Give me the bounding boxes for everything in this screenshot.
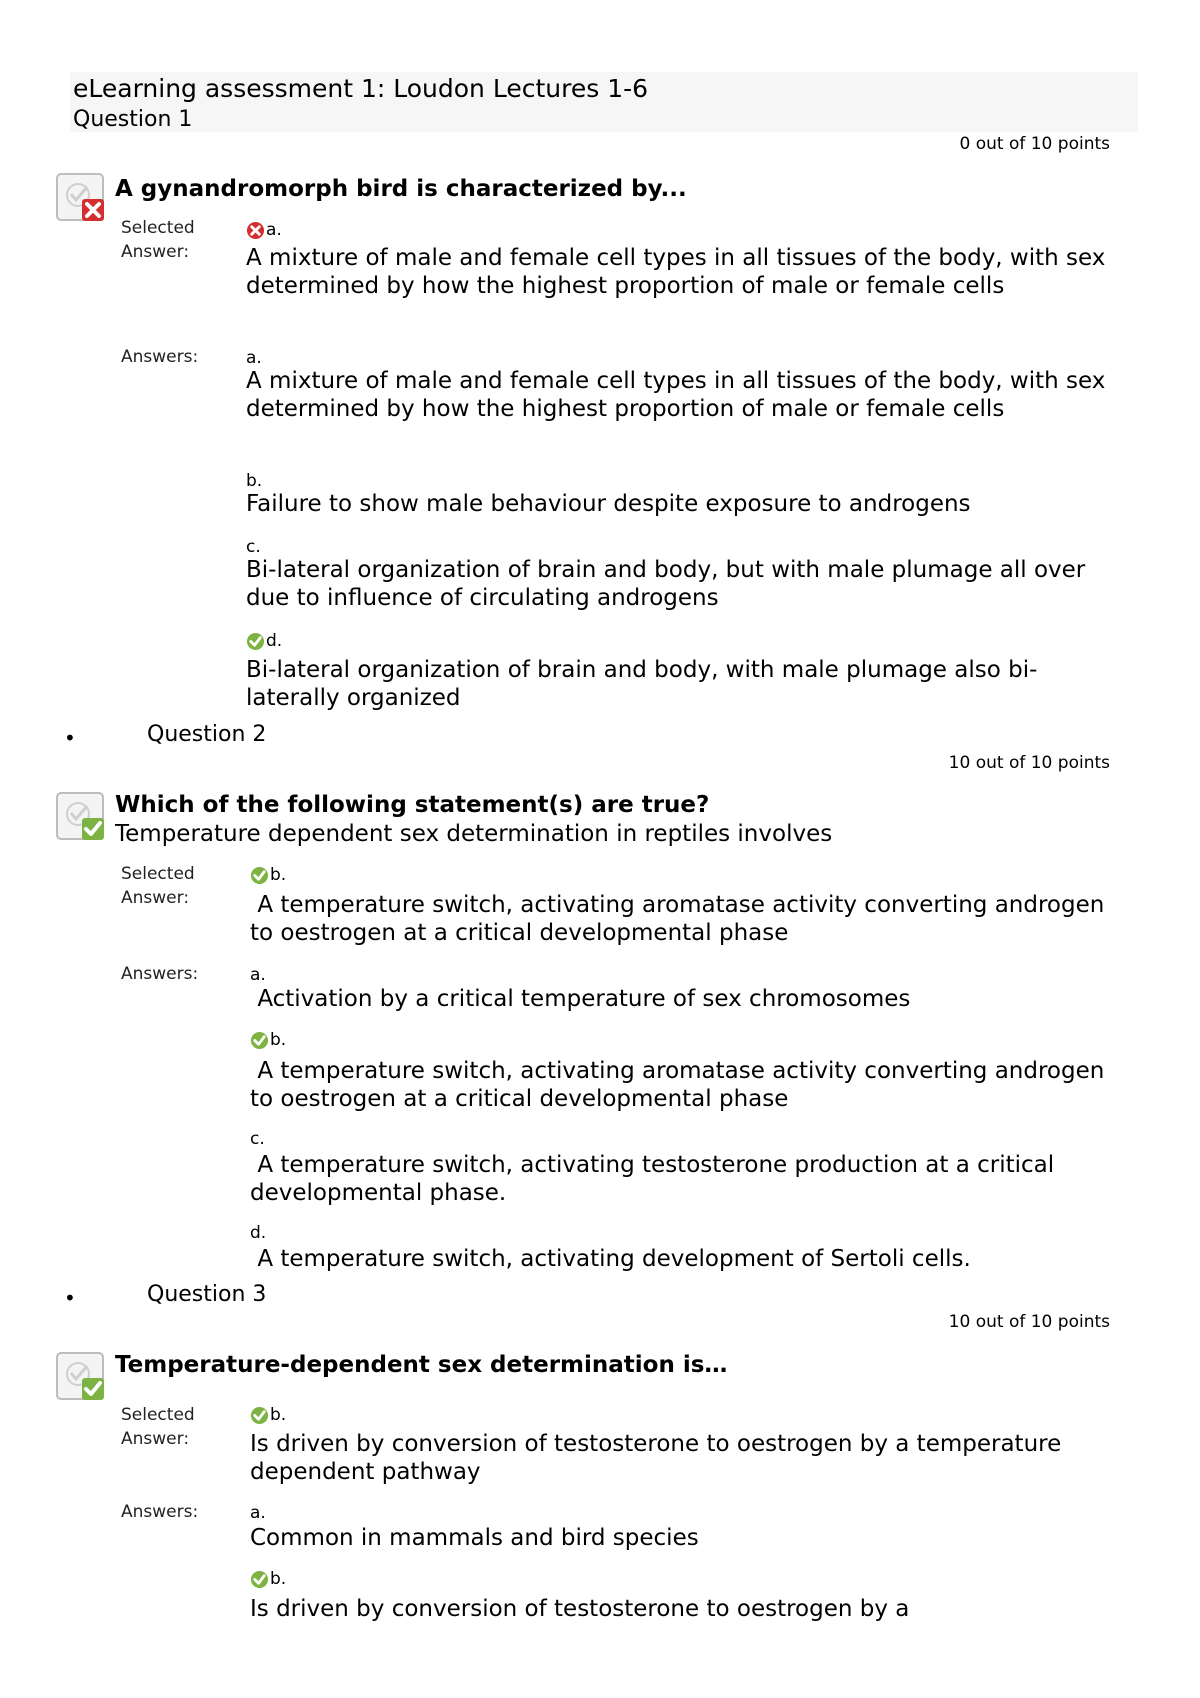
question-1-prompt: A gynandromorph bird is characterized by... [115,176,687,202]
q3-option-a-letter: a. [250,1503,266,1523]
q2-option-b-text: A temperature switch, activating aromatase activity converting androgen to oestrogen at a critical developmental phase [250,1058,1112,1112]
answers-label: Answers: [121,347,199,367]
q3-selected-letter-text: b. [270,1405,287,1425]
question-3-prompt: Temperature-dependent sex determination is… [115,1352,728,1378]
question-2-heading: Question 2 [147,722,267,747]
assessment-title: eLearning assessment 1: Loudon Lectures 1-6 [73,74,649,103]
q1-option-b-text: Failure to show male behaviour despite exposure to androgens [246,491,971,517]
selected-answer-label: Selected Answer: [121,1405,195,1449]
check-mark-icon [250,866,269,885]
q2-option-b-letter [250,1029,286,1051]
x-mark-icon [246,221,265,240]
question-3-heading: Question 3 [147,1282,267,1307]
incorrect-icon [56,173,108,225]
q1-option-d-text: Bi-lateral organization of brain and body, with male plumage also bi-laterally organized [246,657,1038,711]
q2-option-d-text: A temperature switch, activating development of Sertoli cells. [250,1246,971,1272]
correct-icon [56,1352,108,1404]
q1-selected-letter [246,219,282,241]
q1-option-d-letter [246,630,282,652]
q3-option-a-text: Common in mammals and bird species [250,1525,699,1551]
q3-selected-answer-text: Is driven by conversion of testosterone to oestrogen by a temperature dependent pathway [250,1431,1062,1485]
q2-option-c-text: A temperature switch, activating testosterone production at a critical developmental phase. [250,1152,1062,1206]
question-1-points: 0 out of 10 points [959,134,1110,154]
q2-selected-letter-text: b. [270,865,287,885]
q2-option-b-letter-text: b. [270,1030,287,1050]
answers-label: Answers: [121,964,199,984]
q1-option-b-letter: b. [246,471,263,491]
q1-option-c-letter: c. [246,537,261,557]
check-mark-icon [250,1570,269,1589]
q2-option-a-letter: a. [250,965,266,985]
q2-option-a-text: Activation by a critical temperature of sex chromosomes [250,986,911,1012]
q2-option-d-letter: d. [250,1223,267,1243]
correct-icon [56,792,108,844]
question-3-points: 10 out of 10 points [948,1312,1110,1332]
selected-answer-label: Selected Answer: [121,218,195,262]
question-2-prompt: Which of the following statement(s) are true? [115,792,710,818]
question-1-heading: Question 1 [73,107,193,132]
q3-option-b-letter-text: b. [270,1569,287,1589]
q1-option-a-text: A mixture of male and female cell types in all tissues of the body, with sex determined by how the highest proportion of male or female cells [246,368,1106,422]
question-2-points: 10 out of 10 points [948,753,1110,773]
q3-option-b-text: Is driven by conversion of testosterone to oestrogen by a [250,1596,910,1622]
q3-selected-letter [250,1404,286,1426]
check-mark-icon [250,1031,269,1050]
selected-answer-label: Selected Answer: [121,864,195,908]
q1-selected-letter-text: a. [266,220,282,240]
q2-option-c-letter: c. [250,1129,265,1149]
q1-selected-answer-text: A mixture of male and female cell types in all tissues of the body, with sex determined by how the highest proportion of male or female cells [246,245,1106,299]
check-mark-icon [246,632,265,651]
q2-selected-letter [250,864,286,886]
question-2-bullet: • [64,726,76,750]
q1-option-c-text: Bi-lateral organization of brain and body, but with male plumage all over due to influence of circulating androgens [246,557,1086,611]
q1-option-a-letter: a. [246,348,262,368]
q3-option-b-letter [250,1568,286,1590]
q2-selected-answer-text: A temperature switch, activating aromatase activity converting androgen to oestrogen at a critical developmental phase [250,892,1112,946]
q1-option-d-letter-text: d. [266,631,283,651]
question-2-subprompt: Temperature dependent sex determination in reptiles involves [115,821,833,847]
answers-label: Answers: [121,1502,199,1522]
check-mark-icon [250,1406,269,1425]
question-3-bullet: • [64,1286,76,1310]
